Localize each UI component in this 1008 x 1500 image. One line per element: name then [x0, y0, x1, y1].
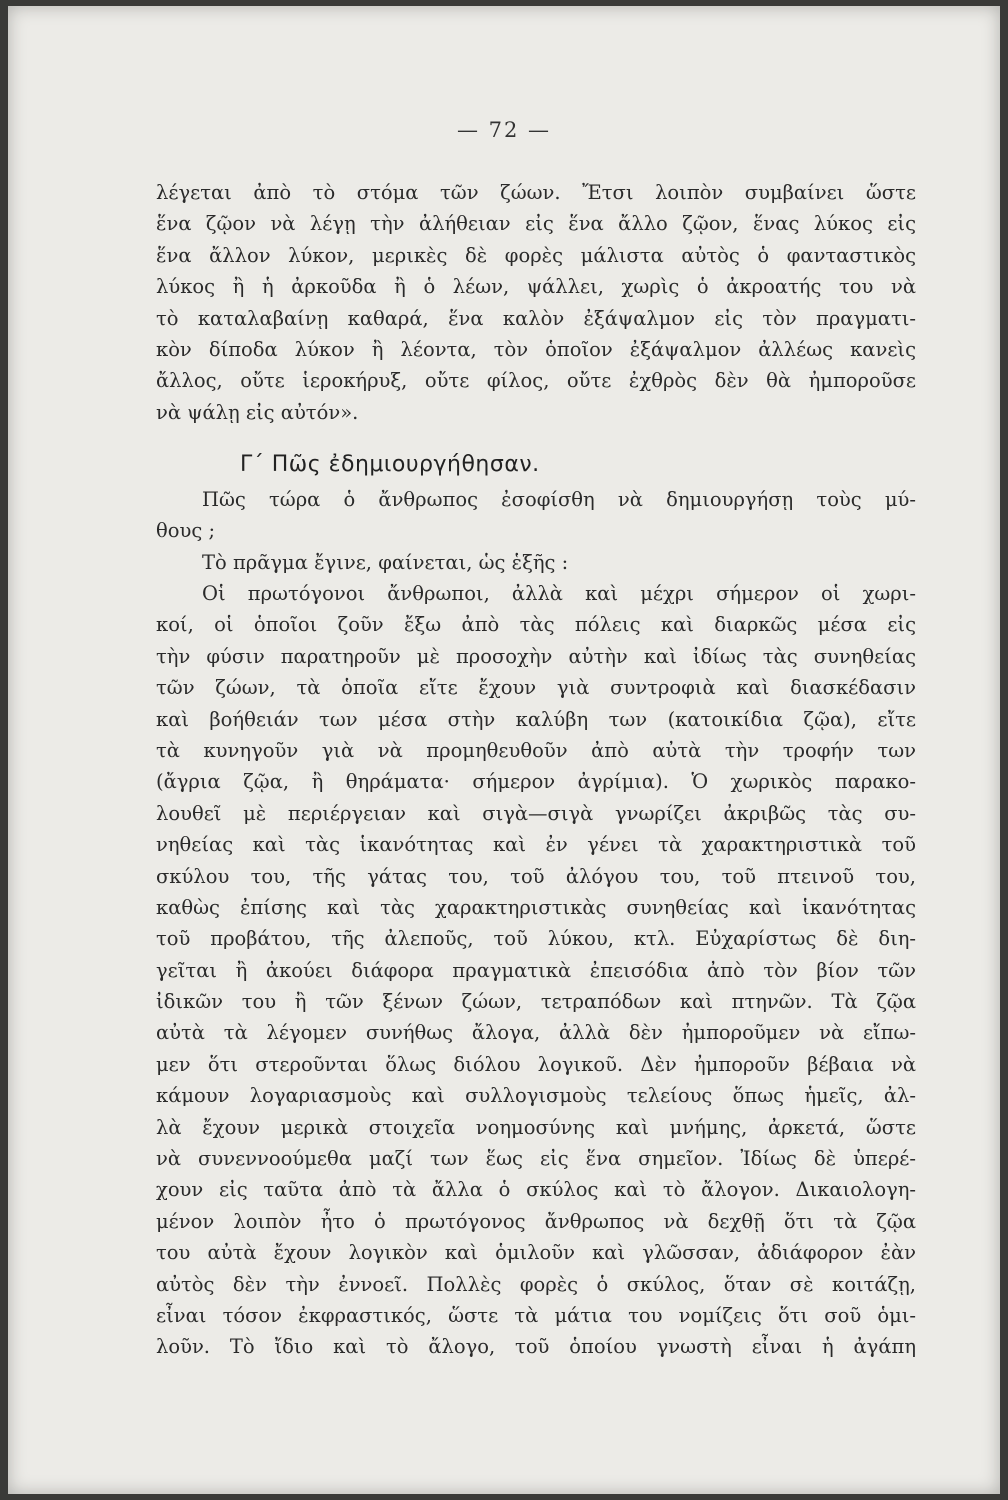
section-heading: Γ΄ Πῶς ἐδημιουργήθησαν. — [240, 452, 540, 477]
text-line: λύκος ἢ ἡ ἀρκοῦδα ἢ ὁ λέων, ψάλλει, χωρὶς ὁ ἀκροατής του νὰ — [156, 275, 916, 299]
text-line: μένον λοιπὸν ἦτο ὁ πρωτόγονος ἄνθρωπος νὰ δεχθῇ ὅτι τὰ ζῷα — [156, 1209, 916, 1233]
text-line: τὸ καταλαβαίνῃ καθαρά, ἕνα καλὸν ἐξάψαλμον εἰς τὸν πραγματι- — [156, 306, 916, 330]
text-line: εἶναι τόσον ἐκφραστικός, ὥστε τὰ μάτια του νομίζεις ὅτι σοῦ ὁμι- — [156, 1303, 916, 1327]
text-line: ἰδικῶν του ἢ τῶν ξένων ζώων, τετραπόδων καὶ πτηνῶν. Τὰ ζῷα — [156, 990, 916, 1014]
paragraph-1 — [156, 177, 916, 428]
text-line: λὰ ἔχουν μερικὰ στοιχεῖα νοημοσύνης καὶ μνήμης, ἀρκετά, ὥστε — [156, 1115, 916, 1139]
text-line: λοῦν. Τὸ ἴδιο καὶ τὸ ἄλογο, τοῦ ὁποίου γνωστὴ εἶναι ἡ ἀγάπη — [156, 1335, 916, 1359]
text-line: του αὐτὰ ἔχουν λογικὸν καὶ ὁμιλοῦν καὶ γλῶσσαν, ἀδιάφορον ἐὰν — [156, 1241, 916, 1265]
text-line: νηθείας καὶ τὰς ἱκανότητας καὶ ἐν γένει τὰ χαρακτηριστικὰ τοῦ — [156, 833, 916, 857]
paragraph-3 — [156, 547, 916, 578]
text-line: Τὸ πρᾶγμα ἔγινε, φαίνεται, ὡς ἑξῆς : — [202, 551, 569, 574]
text-line: τοῦ προβάτου, τῆς ἀλεποῦς, τοῦ λύκου, κτλ. Εὐχαρίστως δὲ διη- — [156, 927, 916, 951]
paragraph-2 — [156, 484, 916, 547]
text-line: τὰ κυνηγοῦν γιὰ νὰ προμηθευθοῦν ἀπὸ αὐτὰ τὴν τροφήν των — [156, 738, 916, 762]
text-line: καθὼς ἐπίσης καὶ τὰς χαρακτηριστικὰς συνηθείας καὶ ἱκανότητας — [156, 895, 916, 919]
text-line: Πῶς τώρα ὁ ἄνθρωπος ἐσοφίσθη νὰ δημιουργήσῃ τοὺς μύ- — [202, 488, 916, 511]
text-line: λέγεται ἀπὸ τὸ στόμα τῶν ζώων. Ἔτσι λοιπὸν συμβαίνει ὥστε — [156, 181, 916, 204]
text-line: λουθεῖ μὲ περιέργειαν καὶ σιγὰ—σιγὰ γνωρίζει ἀκριβῶς τὰς συ- — [156, 801, 916, 825]
text-line: ἄλλος, οὔτε ἱεροκήρυξ, οὔτε φίλος, οὔτε ἐχθρὸς δὲν θὰ ἠμποροῦσε — [156, 369, 916, 393]
text-line: σκύλου του, τῆς γάτας του, τοῦ ἀλόγου του, τοῦ πτεινοῦ του, — [156, 864, 916, 888]
text-line: τὴν φύσιν παρατηροῦν μὲ προσοχὴν αὐτὴν καὶ ἰδίως τὰς συνηθείας — [156, 644, 916, 668]
text-line: θους ; — [156, 519, 216, 543]
paragraph-4 — [156, 578, 916, 1363]
page-number: — 72 — — [456, 118, 552, 142]
text-line: γεῖται ἢ ἀκούει διάφορα πραγματικὰ ἐπεισόδια ἀπὸ τὸν βίον τῶν — [156, 958, 916, 982]
text-line: (ἄγρια ζῷα, ἢ θηράματα· σήμερον ἀγρίμια). Ὁ χωρικὸς παρακο- — [156, 770, 916, 794]
text-line: κὸν δίποδα λύκον ἢ λέοντα, τὸν ὁποῖον ἐξάψαλμον ἀλλέως κανεὶς — [156, 337, 916, 361]
text-line: αὐτὸς δὲν τὴν ἐννοεῖ. Πολλὲς φορὲς ὁ σκύλος, ὅταν σὲ κοιτάζῃ, — [156, 1272, 916, 1296]
text-line: κοί, οἱ ὁποῖοι ζοῦν ἔξω ἀπὸ τὰς πόλεις καὶ διαρκῶς μέσα εἰς — [156, 613, 916, 637]
text-line: καὶ βοήθειάν των μέσα στὴν καλύβη των (κατοικίδια ζῷα), εἴτε — [156, 707, 916, 731]
text-line: νὰ ψάλῃ εἰς αὐτόν». — [156, 400, 359, 424]
text-line: τῶν ζώων, τὰ ὁποῖα εἴτε ἔχουν γιὰ συντροφιὰ καὶ διασκέδασιν — [156, 676, 916, 700]
text-line: αὐτὰ τὰ λέγομεν συνήθως ἄλογα, ἀλλὰ δὲν ἠμποροῦμεν νὰ εἴπω- — [156, 1021, 916, 1045]
text-line: ἕνα ἄλλον λύκον, μερικὲς δὲ φορὲς μάλιστα αὐτὸς ὁ φανταστικὸς — [156, 243, 916, 267]
text-line: μεν ὅτι στεροῦνται ὅλως διόλου λογικοῦ. Δὲν ἠμποροῦν βέβαια νὰ — [156, 1052, 916, 1076]
text-line: Οἱ πρωτόγονοι ἄνθρωποι, ἀλλὰ καὶ μέχρι σήμερον οἱ χωρι- — [202, 582, 916, 605]
text-line: νὰ συνεννοούμεθα μαζί των ἕως εἰς ἕνα σημεῖον. Ἰδίως δὲ ὑπερέ- — [156, 1147, 916, 1171]
text-line: ἕνα ζῷον νὰ λέγῃ τὴν ἀλήθειαν εἰς ἕνα ἄλλο ζῷον, ἕνας λύκος εἰς — [156, 212, 916, 236]
text-line: κάμουν λογαριασμοὺς καὶ συλλογισμοὺς τελείους ὅπως ἡμεῖς, ἀλ- — [156, 1084, 916, 1108]
scanned-page — [8, 6, 1000, 1494]
text-line: χουν εἰς ταῦτα ἀπὸ τὰ ἄλλα ὁ σκύλος καὶ τὸ ἄλογον. Δικαιολογη- — [156, 1178, 916, 1202]
